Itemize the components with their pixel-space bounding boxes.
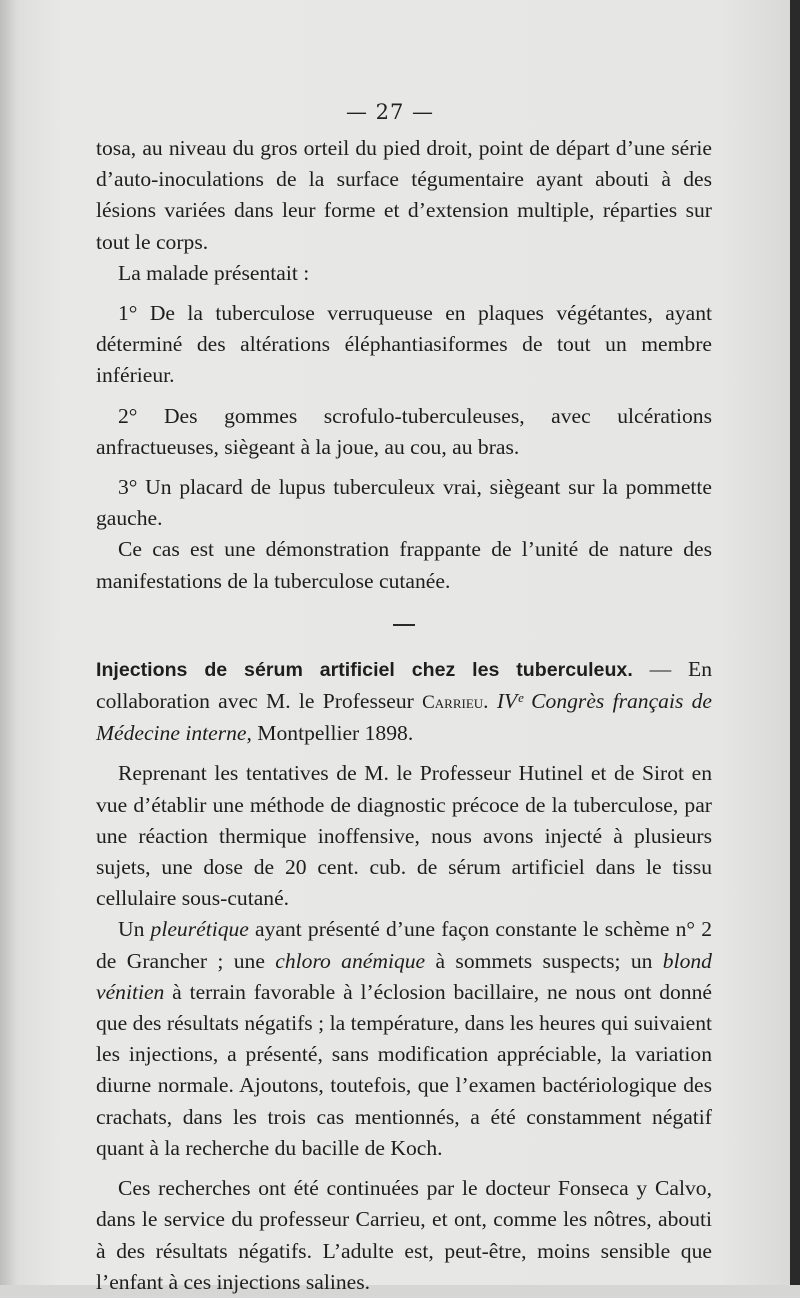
paragraph-item-3: 3° Un placard de lupus tuberculeux vrai, siègeant sur la pommette gauche. — [96, 475, 712, 531]
cases-text-e: à sommets suspects; un — [425, 948, 663, 973]
reference-author: Carrieu — [422, 692, 484, 714]
paragraph-conclusion: Ce cas est une démonstration frappante de l’unité de nature des manifestations de la tuberculose cutanée. — [96, 537, 712, 593]
page-edge-shadow — [790, 0, 800, 1285]
paragraph-item-2: 2° Des gommes scrofulo-tuberculeuses, avec ulcérations anfractueuses, siègeant à la joue, au cou, au bras. — [96, 403, 712, 459]
paragraph-method: Reprenant les tentatives de M. le Professeur Hutinel et de Sirot en vue d’établir une méthode de diagnostic précoce de la tuberculose, par une réaction thermique inoffensive, nous avons injecté à plusieurs sujets, une dose de 20 cent. cub. de sérum artificiel dans le tissu cellulaire sous-cutané. — [96, 761, 712, 911]
body-text — [96, 133, 712, 1298]
reference-text: — En collaboration avec M. le Professeur — [96, 656, 712, 714]
page-number: — 27 — — [345, 100, 435, 124]
cases-text-a: Un — [118, 917, 151, 942]
cases-text-c: ayant présenté d’une façon constante le schème n° 2 de Grancher ; une — [96, 917, 712, 973]
paragraph-item-1: 1° De la tuberculose verruqueuse en plaques végétantes, ayant déterminé des altérations éléphantiasiformes de tout un membre inférieur. — [96, 301, 712, 388]
cases-text-g: à terrain favorable à l’éclosion bacillaire, ne nous ont donné que des résultats négatifs ; la température, dans les heures qui suivaient les injections, a présenté, sans modification appréciable, la variation diurne normale. Ajoutons, toutefois, que l’examen bactériologique des crachats, dans les trois cas mentionnés, a été constamment négatif quant à la recherche du bacille de Koch. — [96, 979, 712, 1160]
paragraph-continuation: tosa, au niveau du gros orteil du pied droit, point de départ d’une série d’auto-inoculations de la surface tégumentaire ayant abouti à des lésions variées dans leur forme et d’extension multiple, réparties sur tout le corps. — [96, 136, 712, 254]
section-reference — [96, 654, 712, 750]
section-divider — [393, 624, 415, 626]
paragraph-followup: Ces recherches ont été continuées par le docteur Fonseca y Calvo, dans le service du professeur Carrieu, et ont, comme les nôtres, abouti à des résultats négatifs. L’adulte est, peut-être, moins sensible que l’enfant à ces injections salines. — [96, 1176, 712, 1294]
reference-place: , Montpellier 1898. — [246, 721, 414, 746]
section-heading: Injections de sérum artificiel chez les tuberculeux. — [96, 658, 633, 681]
paragraph-cases — [96, 914, 712, 1164]
cases-pleuretique: pleurétique — [150, 917, 249, 942]
reference-congress: IVᵉ Congrès français de Médecine interne — [96, 689, 712, 746]
cases-chloro-anemique: chloro anémique — [275, 948, 426, 973]
paragraph-intro: La malade présentait : — [118, 260, 310, 285]
cases-blond-venitien: blond vénitien — [96, 948, 712, 1004]
reference-period: . — [483, 689, 497, 714]
